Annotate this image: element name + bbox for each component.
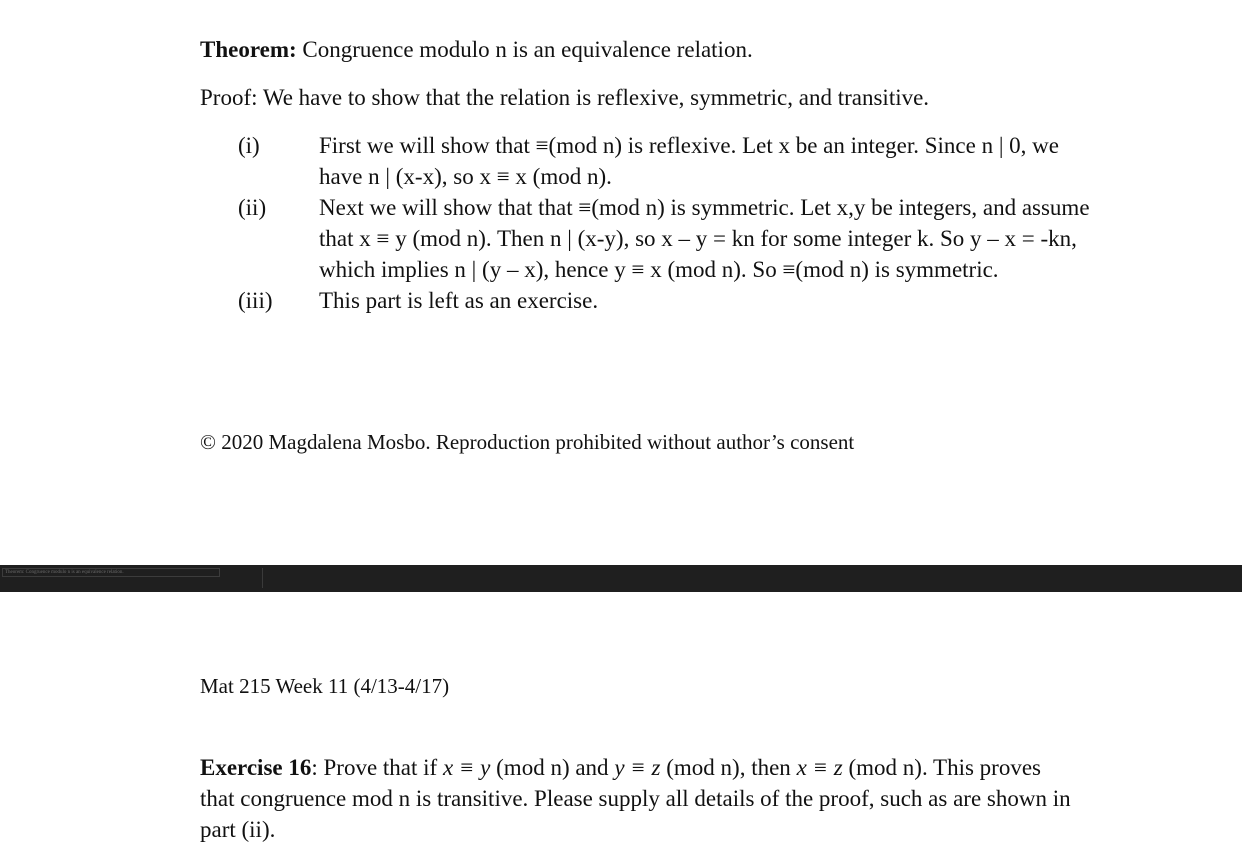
math-x-equiv-z: x ≡ z bbox=[796, 755, 843, 780]
divider-separator bbox=[262, 568, 263, 588]
copyright-notice: © 2020 Magdalena Mosbo. Reproduction prohibited without author’s consent bbox=[200, 430, 855, 454]
item-number-i: (i) bbox=[238, 133, 260, 158]
math-y-equiv-z: y ≡ z bbox=[614, 755, 661, 780]
proof-intro: Proof: We have to show that the relation is reflexive, symmetric, and transitive. bbox=[200, 85, 930, 110]
theorem-statement bbox=[200, 34, 753, 65]
page-thumbnail-strip[interactable]: Theorem: Congruence modulo n is an equivalence relation. bbox=[2, 568, 220, 577]
theorem-text: Congruence modulo n is an equivalence relation. bbox=[296, 37, 753, 62]
item-iii-line-1: This part is left as an exercise. bbox=[319, 288, 599, 313]
exercise-line-2: that congruence mod n is transitive. Please supply all details of the proof, such as are shown in bbox=[200, 786, 1071, 811]
theorem-label: Theorem: bbox=[200, 37, 297, 62]
exercise-intro-text: : Prove that if bbox=[311, 755, 443, 780]
item-ii-line-2: that x ≡ y (mod n). Then n | (x-y), so x – y = kn for some integer k. So y – x = -kn, bbox=[319, 226, 1077, 251]
item-ii-line-3: which implies n | (y – x), hence y ≡ x (mod n). So ≡(mod n) is symmetric. bbox=[319, 257, 999, 282]
item-number-iii: (iii) bbox=[238, 288, 273, 313]
exercise-text-3: (mod n). This proves bbox=[842, 755, 1042, 780]
exercise-text-1: (mod n) and bbox=[490, 755, 615, 780]
exercise-line-1 bbox=[200, 752, 1041, 783]
item-number-ii: (ii) bbox=[238, 195, 267, 220]
exercise-label: Exercise 16 bbox=[200, 755, 312, 780]
math-x-equiv-y: x ≡ y bbox=[442, 755, 491, 780]
exercise-text-2: (mod n), then bbox=[660, 755, 797, 780]
item-i-line-2: have n | (x-x), so x ≡ x (mod n). bbox=[319, 164, 612, 189]
exercise-line-3: part (ii). bbox=[200, 817, 276, 842]
item-i-line-1: First we will show that ≡(mod n) is reflexive. Let x be an integer. Since n | 0, we bbox=[319, 133, 1059, 158]
item-ii-line-1: Next we will show that that ≡(mod n) is symmetric. Let x,y be integers, and assume bbox=[319, 195, 1090, 220]
course-header: Mat 215 Week 11 (4/13-4/17) bbox=[200, 674, 450, 698]
